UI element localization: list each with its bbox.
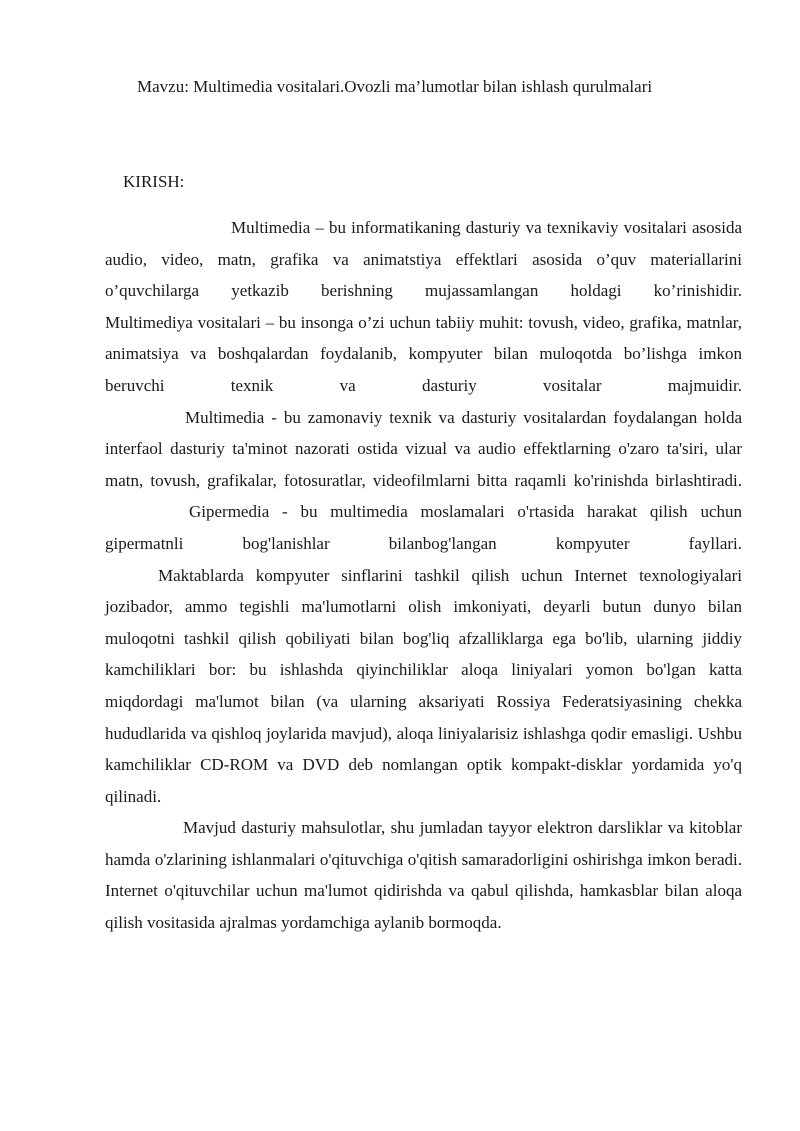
section-heading: KIRISH: bbox=[123, 172, 185, 191]
document-title: Mavzu: Multimedia vositalari.Ovozli ma’lumotlar bilan ishlash qurulmalari bbox=[137, 77, 653, 96]
paragraph: Multimediya vositalari – bu insonga o’zi uchun tabiiy muhit: tovush, video, grafika, matnlar, animatsiya va boshqalardan foydalanib, kompyuter bilan muloqotda bo’lishga imkon beruvchi texnik va dasturiy vositalar majmuidir. bbox=[105, 312, 742, 395]
paragraph: Multimedia – bu informatikaning dasturiy va texnikaviy vositalari asosida audio, video, matn, grafika va animatstiya effektlari asosida o’quv materiallarini o’quvchilarga yetkazib berishning mujassamlangan holdagi ko’rinishidir. bbox=[105, 218, 742, 301]
paragraph: Multimedia - bu zamonaviy texnik va dasturiy vositalardan foydalangan holda interfaol dasturiy ta'minot nazorati ostida vizual va audio effektlarning o'zaro ta'siri, ular matn, tovush, grafikalar, fotosuratlar, videofilmlarni bitta raqamli ko'rinishda birlashtiradi. bbox=[105, 407, 742, 490]
document-body bbox=[105, 212, 742, 939]
paragraph: Gipermedia - bu multimedia moslamalari o'rtasida harakat qilish uchun gipermatnli bog'lanishlar bilanbog'langan kompyuter fayllari. bbox=[105, 502, 742, 553]
paragraph: Mavjud dasturiy mahsulotlar, shu jumladan tayyor elektron darsliklar va kitoblar hamda o'zlarining ishlanmalari o'qituvchiga o'qitish samaradorligini oshirishga imkon beradi. Internet o'qituvchilar uchun ma'lumot qidirishda va qabul qilishda, hamkasblar bilan aloqa qilish vositasida ajralmas yordamchiga aylanib bormoqda. bbox=[105, 818, 742, 933]
paragraph: Maktablarda kompyuter sinflarini tashkil qilish uchun Internet texnologiyalari jozibador, ammo tegishli ma'lumotlarni olish imkoniyati, deyarli butun dunyo bilan muloqotni tashkil qilish qobiliyati bilan bog'liq afzalliklarga ega bo'lib, ularning jiddiy kamchiliklari bor: bu ishlashda qiyinchiliklar aloqa liniyalari yomon bo'lgan katta miqdordagi ma'lumot bilan (va ularning aksariyati Rossiya Federatsiyasining chekka hududlarida va qishloq joylarida mavjud), aloqa liniyalarisiz ishlashga qodir emasligi. Ushbu kamchiliklar CD-ROM va DVD deb nomlangan optik kompakt-disklar yordamida yo'q qilinadi. bbox=[105, 565, 742, 806]
